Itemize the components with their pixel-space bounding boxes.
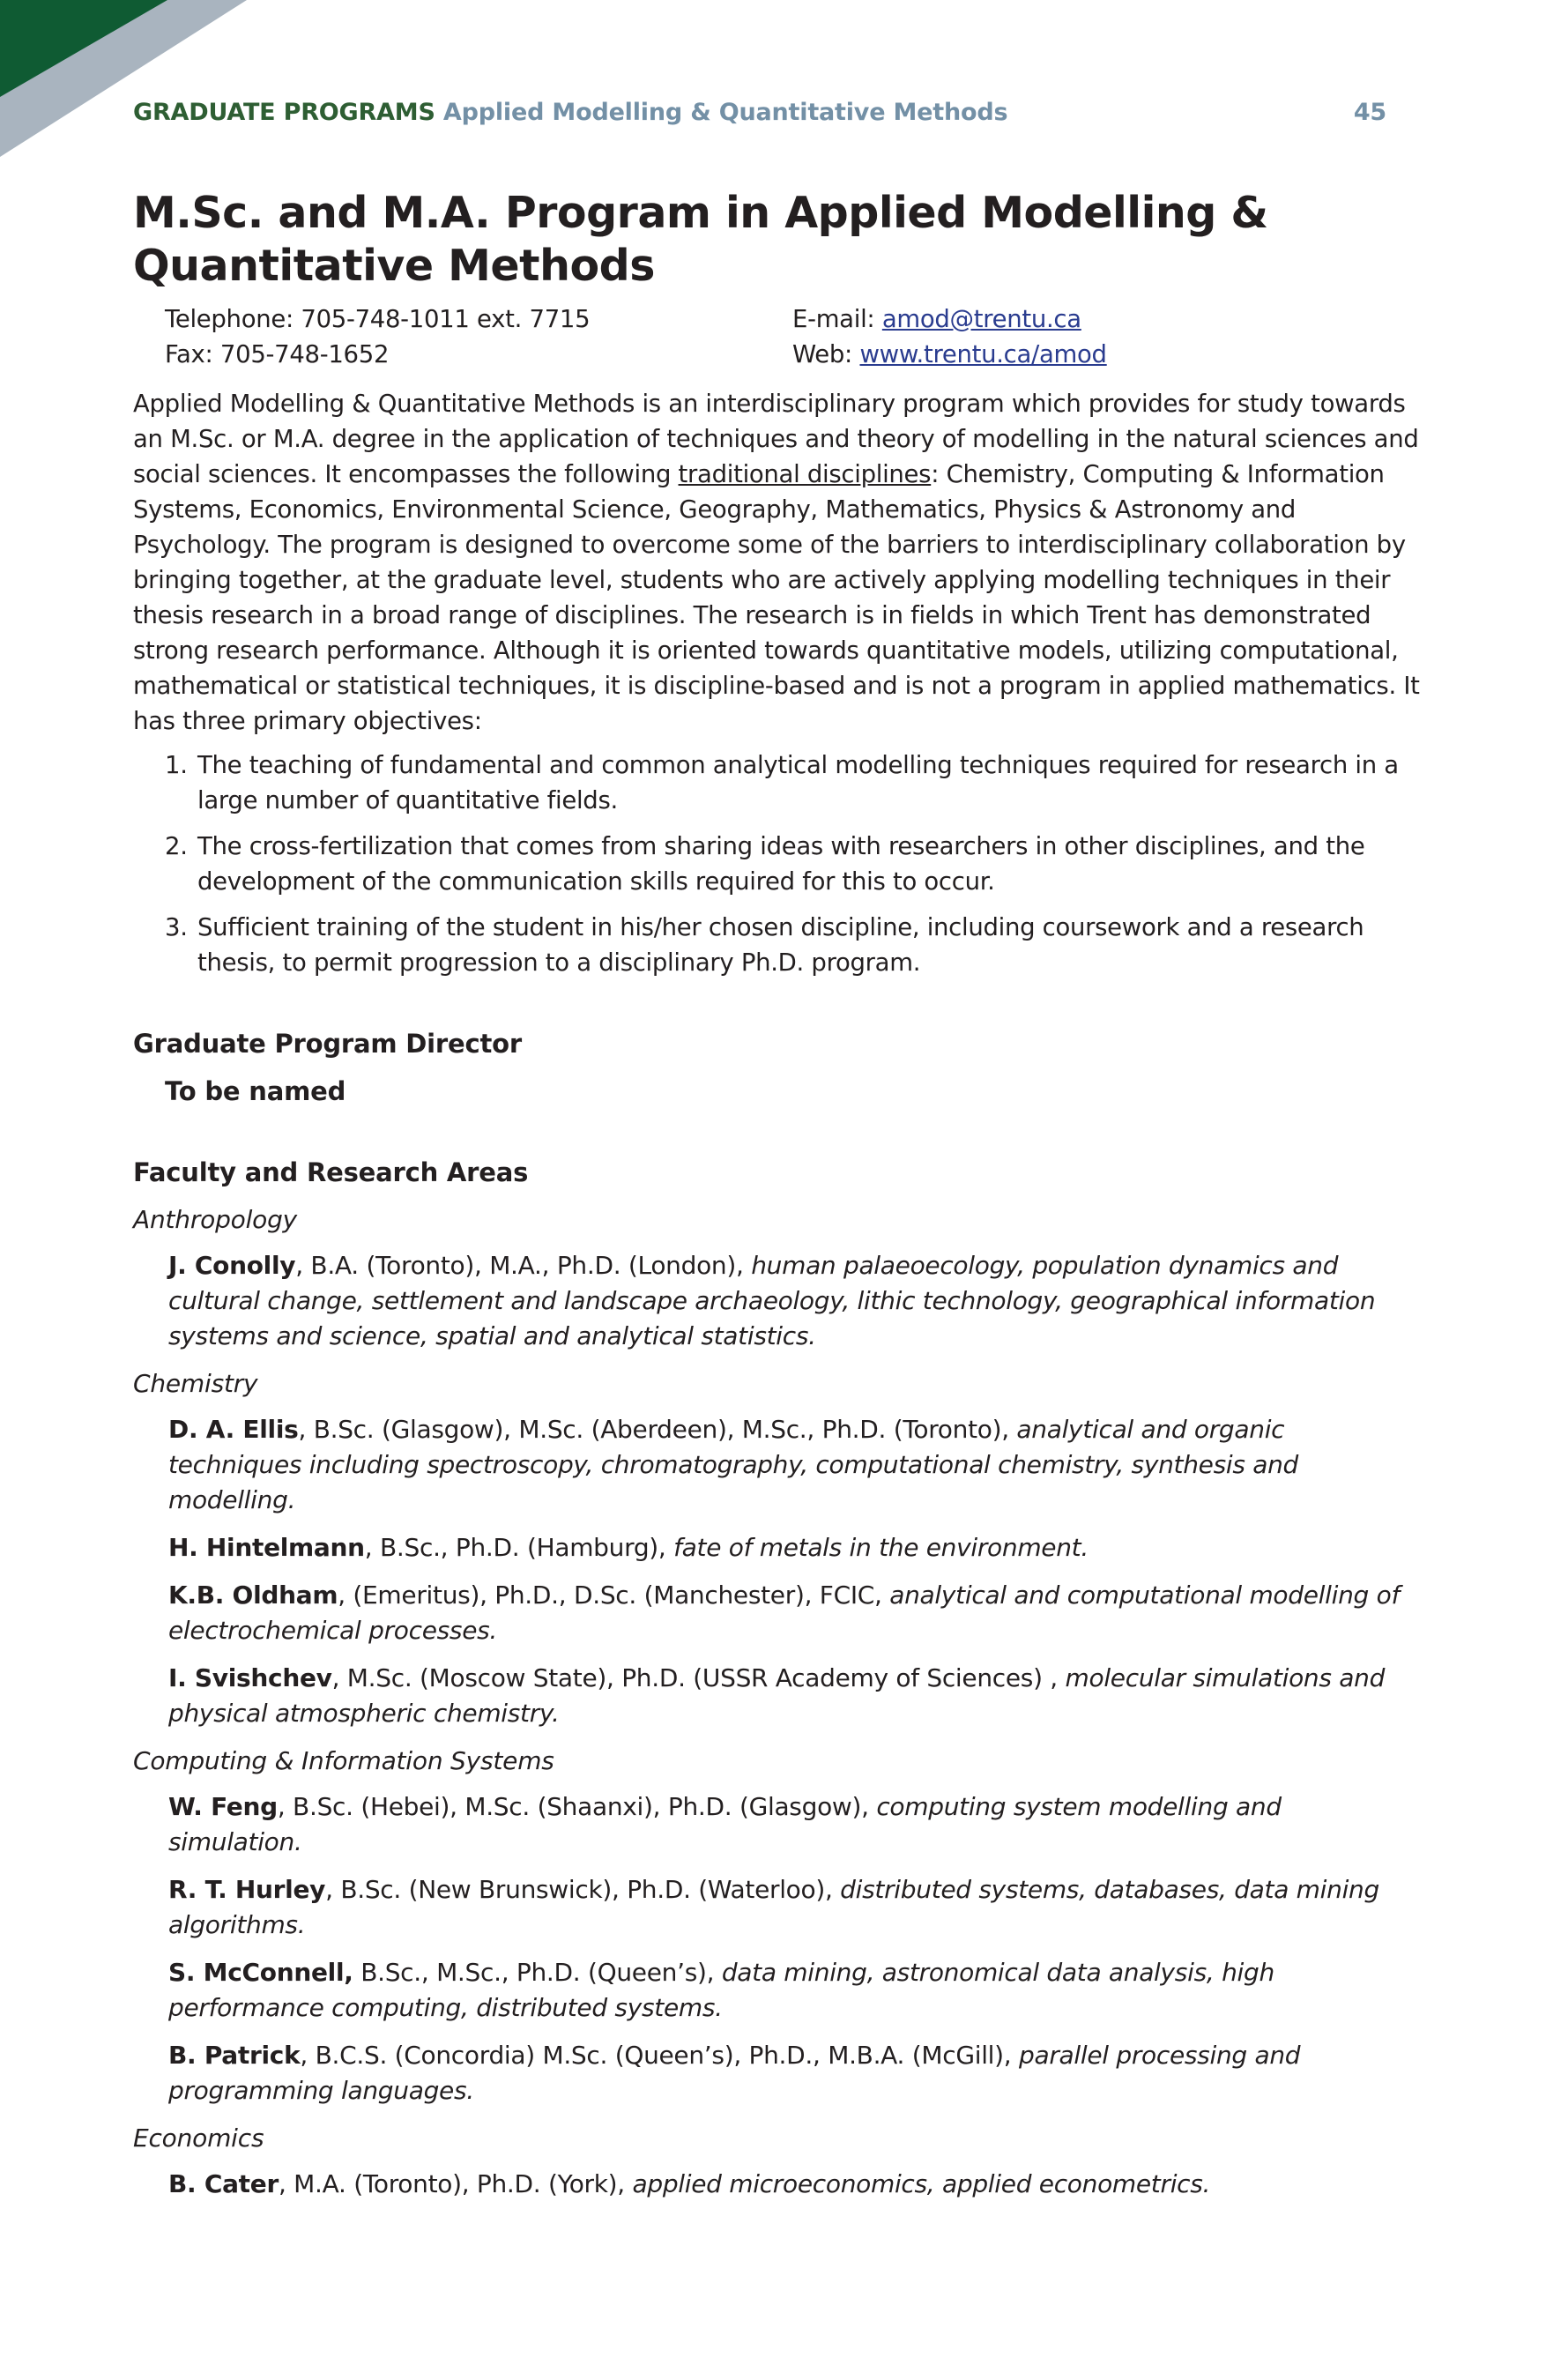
page-content <box>133 187 1420 2214</box>
member-credentials: , B.Sc. (Hebei), M.Sc. (Shaanxi), Ph.D. (Glasgow), <box>277 1792 877 1821</box>
member-research-areas: analytical and organic techniques including spectroscopy, chromatography, computational chemistry, synthesis and modelling. <box>168 1415 1299 1514</box>
faculty-member <box>165 1789 1420 1860</box>
objective-item <box>133 747 1420 818</box>
member-name: K.B. Oldham <box>168 1580 338 1610</box>
objective-item <box>133 910 1420 980</box>
member-credentials: , B.C.S. (Concordia) M.Sc. (Queen’s), Ph.D., M.B.A. (McGill), <box>300 2041 1019 2070</box>
member-research-areas: analytical and computational modelling of electrochemical processes. <box>168 1580 1401 1645</box>
discipline-heading: Anthropology <box>133 1205 298 1234</box>
objectives-list <box>133 747 1420 980</box>
contact-block <box>133 301 1420 372</box>
objective-number: 3. <box>165 913 188 941</box>
email-line <box>792 301 1420 337</box>
faculty-member <box>165 2038 1420 2109</box>
page-number: 45 <box>1353 99 1386 126</box>
objective-text: Sufficient training of the student in his/her chosen discipline, including coursework and a research thesis, to permit progression to a disciplinary Ph.D. program. <box>197 913 1364 977</box>
faculty-member <box>165 1248 1420 1354</box>
member-name: I. Svishchev <box>168 1663 332 1692</box>
traditional-disciplines-link[interactable]: traditional disciplines <box>678 460 932 488</box>
member-credentials: , B.A. (Toronto), M.A., Ph.D. (London), <box>295 1251 752 1280</box>
objective-text: The cross-fertilization that comes from sharing ideas with researchers in other disciplines, and the development of the communication skills required for this to occur. <box>197 832 1365 896</box>
faculty-member <box>165 1872 1420 1943</box>
intro-paragraph <box>133 386 1420 739</box>
faculty-member <box>165 1578 1420 1648</box>
member-name: S. McConnell, <box>168 1958 353 1987</box>
page-title: M.Sc. and M.A. Program in Applied Modelling & Quantitative Methods <box>133 188 1268 291</box>
fax: Fax: 705-748-1652 <box>165 340 390 368</box>
email-label: E-mail: <box>792 305 882 333</box>
member-credentials: , M.A. (Toronto), Ph.D. (York), <box>278 2169 633 2198</box>
member-name: B. Patrick <box>168 2041 301 2070</box>
corner-decoration <box>0 0 247 159</box>
objective-number: 2. <box>165 832 188 860</box>
member-name: B. Cater <box>168 2169 279 2198</box>
member-research-areas: human palaeoecology, population dynamics and cultural change, settlement and landscape archaeology, lithic technology, geographical information systems and science, spatial and analytical statistics. <box>168 1251 1376 1350</box>
web-link[interactable]: www.trentu.ca/amod <box>859 340 1107 368</box>
header-section: GRADUATE PROGRAMS <box>133 99 435 126</box>
member-credentials: , B.Sc. (Glasgow), M.Sc. (Aberdeen), M.Sc., Ph.D. (Toronto), <box>298 1415 1017 1444</box>
objective-text: The teaching of fundamental and common analytical modelling techniques required for research in a large number of quantitative fields. <box>197 751 1399 814</box>
faculty-member <box>165 1955 1420 2026</box>
discipline-heading: Economics <box>133 2123 264 2153</box>
member-research-areas: parallel processing and programming languages. <box>168 2041 1301 2105</box>
discipline-heading: Chemistry <box>133 1369 258 1398</box>
member-research-areas: fate of metals in the environment. <box>673 1533 1089 1562</box>
member-credentials: , M.Sc. (Moscow State), Ph.D. (USSR Academy of Sciences) , <box>331 1663 1066 1692</box>
faculty-member <box>165 1661 1420 1731</box>
header-subject: Applied Modelling & Quantitative Methods <box>442 99 1008 126</box>
faculty-heading: Faculty and Research Areas <box>133 1157 529 1187</box>
member-credentials: , B.Sc., Ph.D. (Hamburg), <box>364 1533 674 1562</box>
member-name: W. Feng <box>168 1792 278 1821</box>
intro-text-after: : Chemistry, Computing & Information Systems, Economics, Environmental Science, Geography, Mathematics, Physics & Astronomy and Psychology. The program is designed to overcome some of the barriers to interdisciplinary collaboration by bringing together, at the graduate level, students who are actively applying modelling techniques in their thesis research in a broad range of disciplines. The research is in fields in which Trent has demonstrated strong research performance. Although it is oriented towards quantitative models, utilizing computational, mathematical or statistical techniques, it is discipline-based and is not a program in applied mathematics. It has three primary objectives: <box>133 460 1420 735</box>
member-credentials: , (Emeritus), Ph.D., D.Sc. (Manchester), FCIC, <box>338 1580 890 1610</box>
web-line <box>792 337 1420 372</box>
member-research-areas: molecular simulations and physical atmospheric chemistry. <box>168 1663 1386 1728</box>
member-research-areas: computing system modelling and simulation. <box>168 1792 1282 1856</box>
web-label: Web: <box>792 340 860 368</box>
objective-item <box>133 829 1420 899</box>
faculty-member <box>165 2167 1420 2202</box>
member-research-areas: distributed systems, databases, data mining algorithms. <box>168 1875 1379 1939</box>
faculty-member <box>165 1530 1420 1566</box>
member-credentials: B.Sc., M.Sc., Ph.D. (Queen’s), <box>353 1958 722 1987</box>
intro-text-before: Applied Modelling & Quantitative Methods is an interdisciplinary program which provides for study towards an M.Sc. or M.A. degree in the application of techniques and theory of modelling in the natural sciences and social sciences. It encompasses the following <box>133 390 1419 488</box>
director-name: To be named <box>165 1076 346 1106</box>
faculty-member <box>165 1412 1420 1518</box>
member-name: R. T. Hurley <box>168 1875 326 1904</box>
objective-number: 1. <box>165 751 188 779</box>
email-link[interactable]: amod@trentu.ca <box>881 305 1081 333</box>
discipline-heading: Computing & Information Systems <box>133 1746 554 1775</box>
member-research-areas: applied microeconomics, applied econometrics. <box>632 2169 1211 2198</box>
telephone: Telephone: 705-748-1011 ext. 7715 <box>165 305 591 333</box>
member-credentials: , B.Sc. (New Brunswick), Ph.D. (Waterloo), <box>325 1875 841 1904</box>
member-research-areas: data mining, astronomical data analysis, high performance computing, distributed systems. <box>168 1958 1274 2022</box>
member-name: H. Hintelmann <box>168 1533 365 1562</box>
running-header <box>133 99 1386 126</box>
member-name: D. A. Ellis <box>168 1415 299 1444</box>
director-heading: Graduate Program Director <box>133 1029 522 1059</box>
member-name: J. Conolly <box>168 1251 296 1280</box>
